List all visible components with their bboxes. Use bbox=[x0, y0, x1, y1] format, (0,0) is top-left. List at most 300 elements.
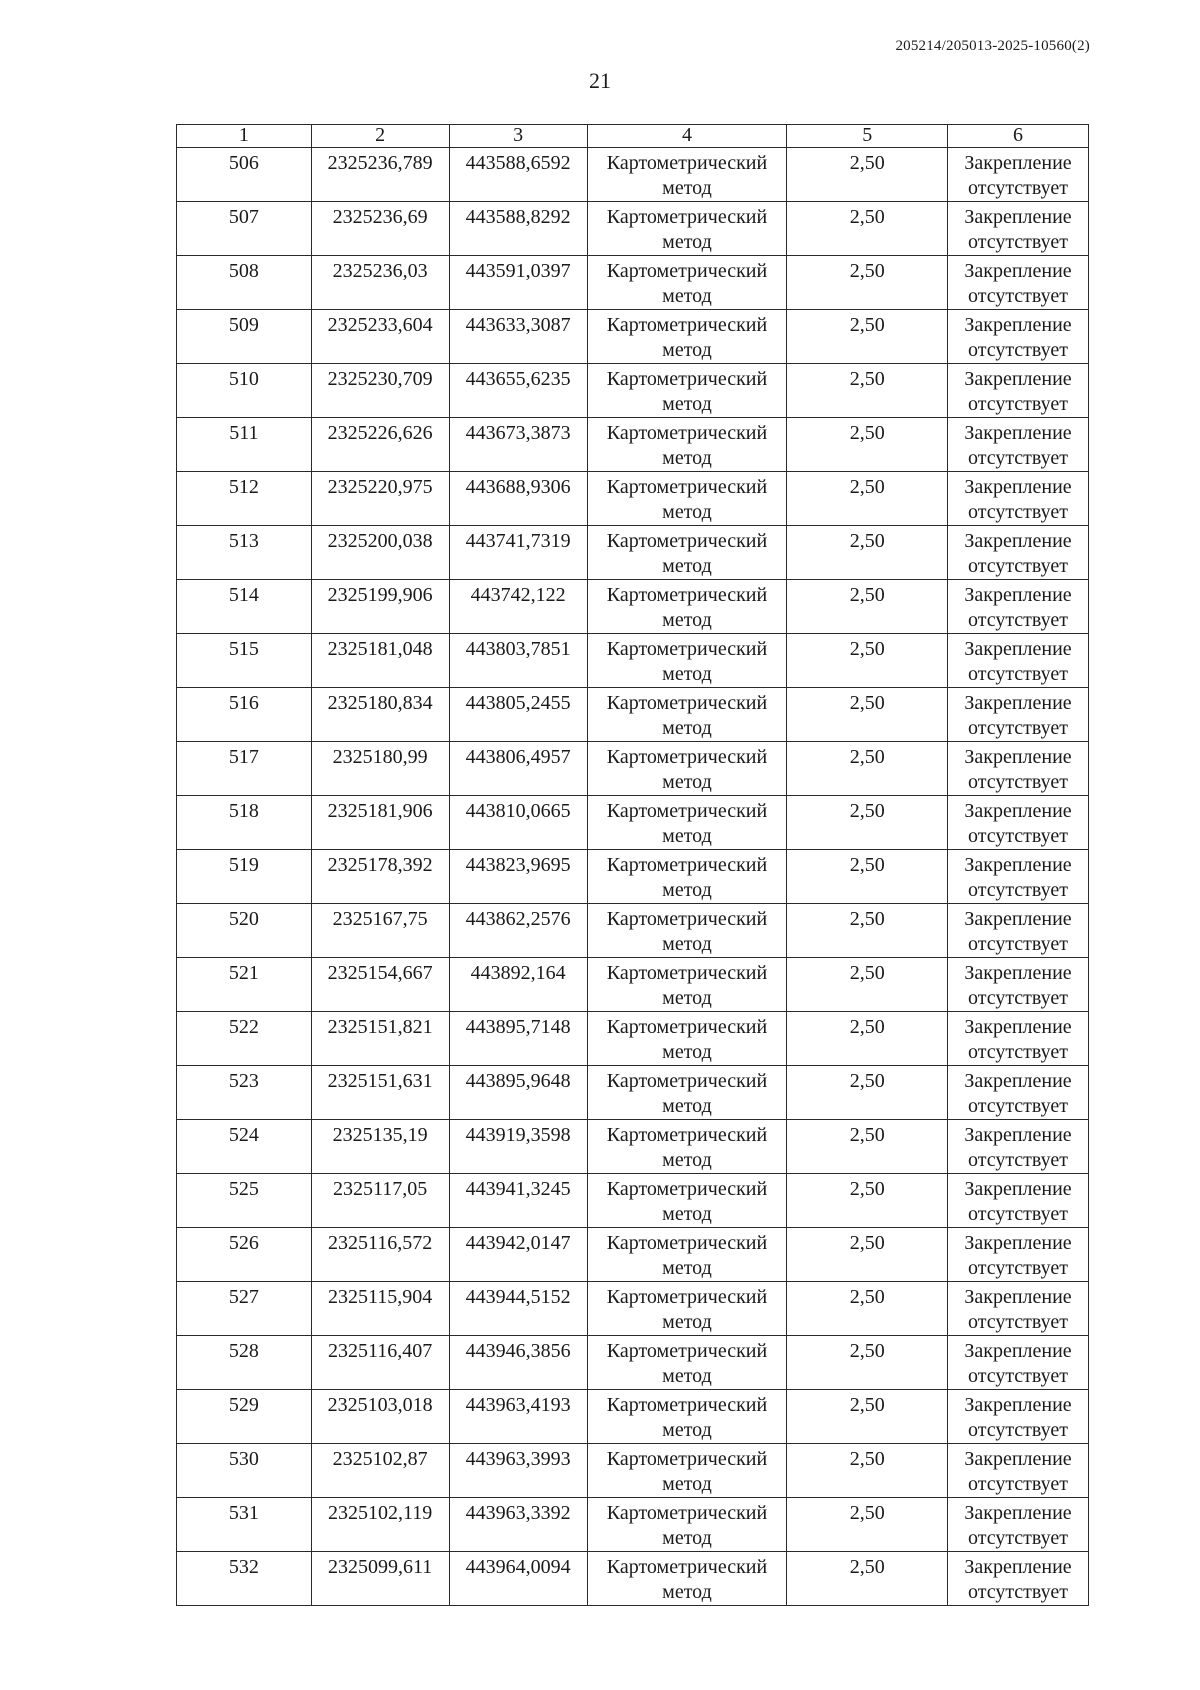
point-number-cell: 506 bbox=[177, 148, 312, 202]
x-coordinate-cell: 2325236,789 bbox=[311, 148, 449, 202]
method-cell bbox=[587, 1390, 787, 1444]
fixing-cell bbox=[948, 1552, 1089, 1606]
table-row bbox=[177, 310, 1089, 364]
method-line-2: метод bbox=[662, 555, 712, 577]
method-line-1: Картометрический bbox=[606, 530, 768, 552]
method-line-2: метод bbox=[662, 339, 712, 361]
table-row bbox=[177, 580, 1089, 634]
y-coordinate-cell: 443892,164 bbox=[449, 958, 587, 1012]
table-row bbox=[177, 1498, 1089, 1552]
fixing-line-1: Закрепление bbox=[964, 206, 1072, 228]
method-cell bbox=[587, 1120, 787, 1174]
method-cell bbox=[587, 1336, 787, 1390]
fixing-cell bbox=[948, 904, 1089, 958]
x-coordinate-cell: 2325178,392 bbox=[311, 850, 449, 904]
method-line-1: Картометрический bbox=[606, 476, 768, 498]
method-cell bbox=[587, 1282, 787, 1336]
accuracy-cell: 2,50 bbox=[787, 742, 948, 796]
fixing-cell bbox=[948, 580, 1089, 634]
point-number-cell: 522 bbox=[177, 1012, 312, 1066]
fixing-cell bbox=[948, 742, 1089, 796]
fixing-cell bbox=[948, 148, 1089, 202]
point-number-cell: 532 bbox=[177, 1552, 312, 1606]
accuracy-cell: 2,50 bbox=[787, 202, 948, 256]
point-number-cell: 525 bbox=[177, 1174, 312, 1228]
x-coordinate-cell: 2325236,03 bbox=[311, 256, 449, 310]
fixing-cell bbox=[948, 1066, 1089, 1120]
method-line-2: метод bbox=[662, 1095, 712, 1117]
fixing-line-2: отсутствует bbox=[967, 1149, 1069, 1171]
method-line-1: Картометрический bbox=[606, 314, 768, 336]
point-number-cell: 508 bbox=[177, 256, 312, 310]
fixing-line-1: Закрепление bbox=[964, 962, 1072, 984]
y-coordinate-cell: 443803,7851 bbox=[449, 634, 587, 688]
table-row bbox=[177, 850, 1089, 904]
accuracy-cell: 2,50 bbox=[787, 904, 948, 958]
method-line-2: метод bbox=[662, 177, 712, 199]
x-coordinate-cell: 2325233,604 bbox=[311, 310, 449, 364]
method-line-2: метод bbox=[662, 1527, 712, 1549]
fixing-line-1: Закрепление bbox=[964, 476, 1072, 498]
method-line-1: Картометрический bbox=[606, 206, 768, 228]
method-line-1: Картометрический bbox=[606, 260, 768, 282]
method-cell bbox=[587, 148, 787, 202]
fixing-line-1: Закрепление bbox=[964, 1556, 1072, 1578]
point-number-cell: 523 bbox=[177, 1066, 312, 1120]
x-coordinate-cell: 2325117,05 bbox=[311, 1174, 449, 1228]
fixing-cell bbox=[948, 1120, 1089, 1174]
x-coordinate-cell: 2325154,667 bbox=[311, 958, 449, 1012]
method-line-2: метод bbox=[662, 933, 712, 955]
fixing-line-2: отсутствует bbox=[967, 771, 1069, 793]
fixing-line-2: отсутствует bbox=[967, 339, 1069, 361]
method-line-1: Картометрический bbox=[606, 854, 768, 876]
fixing-line-1: Закрепление bbox=[964, 422, 1072, 444]
fixing-cell bbox=[948, 256, 1089, 310]
method-line-2: метод bbox=[662, 393, 712, 415]
y-coordinate-cell: 443895,9648 bbox=[449, 1066, 587, 1120]
accuracy-cell: 2,50 bbox=[787, 1174, 948, 1228]
fixing-cell bbox=[948, 1498, 1089, 1552]
y-coordinate-cell: 443588,8292 bbox=[449, 202, 587, 256]
fixing-line-2: отсутствует bbox=[967, 717, 1069, 739]
fixing-cell bbox=[948, 1390, 1089, 1444]
fixing-cell bbox=[948, 1174, 1089, 1228]
accuracy-cell: 2,50 bbox=[787, 958, 948, 1012]
method-cell bbox=[587, 742, 787, 796]
method-cell bbox=[587, 1552, 787, 1606]
method-cell bbox=[587, 202, 787, 256]
fixing-cell bbox=[948, 202, 1089, 256]
y-coordinate-cell: 443742,122 bbox=[449, 580, 587, 634]
accuracy-cell: 2,50 bbox=[787, 310, 948, 364]
method-line-1: Картометрический bbox=[606, 638, 768, 660]
y-coordinate-cell: 443963,3993 bbox=[449, 1444, 587, 1498]
table-row bbox=[177, 148, 1089, 202]
accuracy-cell: 2,50 bbox=[787, 1498, 948, 1552]
point-number-cell: 509 bbox=[177, 310, 312, 364]
fixing-line-2: отсутствует bbox=[967, 879, 1069, 901]
fixing-cell bbox=[948, 958, 1089, 1012]
fixing-line-1: Закрепление bbox=[964, 368, 1072, 390]
fixing-line-2: отсутствует bbox=[967, 393, 1069, 415]
column-header-2: 2 bbox=[311, 125, 449, 148]
table-row bbox=[177, 1552, 1089, 1606]
fixing-cell bbox=[948, 850, 1089, 904]
fixing-line-2: отсутствует bbox=[967, 447, 1069, 469]
x-coordinate-cell: 2325230,709 bbox=[311, 364, 449, 418]
y-coordinate-cell: 443633,3087 bbox=[449, 310, 587, 364]
x-coordinate-cell: 2325116,572 bbox=[311, 1228, 449, 1282]
fixing-line-1: Закрепление bbox=[964, 530, 1072, 552]
fixing-line-1: Закрепление bbox=[964, 1448, 1072, 1470]
point-number-cell: 529 bbox=[177, 1390, 312, 1444]
accuracy-cell: 2,50 bbox=[787, 1390, 948, 1444]
accuracy-cell: 2,50 bbox=[787, 850, 948, 904]
accuracy-cell: 2,50 bbox=[787, 634, 948, 688]
fixing-line-2: отсутствует bbox=[967, 663, 1069, 685]
method-line-2: метод bbox=[662, 1473, 712, 1495]
method-line-1: Картометрический bbox=[606, 368, 768, 390]
y-coordinate-cell: 443964,0094 bbox=[449, 1552, 587, 1606]
x-coordinate-cell: 2325180,99 bbox=[311, 742, 449, 796]
x-coordinate-cell: 2325151,631 bbox=[311, 1066, 449, 1120]
table-row bbox=[177, 364, 1089, 418]
accuracy-cell: 2,50 bbox=[787, 580, 948, 634]
x-coordinate-cell: 2325103,018 bbox=[311, 1390, 449, 1444]
fixing-line-2: отсутствует bbox=[967, 1203, 1069, 1225]
x-coordinate-cell: 2325135,19 bbox=[311, 1120, 449, 1174]
method-line-2: метод bbox=[662, 1149, 712, 1171]
method-cell bbox=[587, 850, 787, 904]
method-line-2: метод bbox=[662, 663, 712, 685]
fixing-line-2: отсутствует bbox=[967, 1095, 1069, 1117]
fixing-line-1: Закрепление bbox=[964, 1232, 1072, 1254]
accuracy-cell: 2,50 bbox=[787, 688, 948, 742]
fixing-line-1: Закрепление bbox=[964, 152, 1072, 174]
y-coordinate-cell: 443963,3392 bbox=[449, 1498, 587, 1552]
fixing-cell bbox=[948, 472, 1089, 526]
accuracy-cell: 2,50 bbox=[787, 1444, 948, 1498]
fixing-line-2: отсутствует bbox=[967, 1419, 1069, 1441]
method-line-1: Картометрический bbox=[606, 1448, 768, 1470]
point-number-cell: 510 bbox=[177, 364, 312, 418]
fixing-line-1: Закрепление bbox=[964, 638, 1072, 660]
fixing-line-1: Закрепление bbox=[964, 692, 1072, 714]
method-cell bbox=[587, 634, 787, 688]
accuracy-cell: 2,50 bbox=[787, 1066, 948, 1120]
method-cell bbox=[587, 958, 787, 1012]
y-coordinate-cell: 443919,3598 bbox=[449, 1120, 587, 1174]
table-row bbox=[177, 958, 1089, 1012]
page-number: 21 bbox=[589, 68, 611, 93]
y-coordinate-cell: 443963,4193 bbox=[449, 1390, 587, 1444]
fixing-cell bbox=[948, 310, 1089, 364]
y-coordinate-cell: 443946,3856 bbox=[449, 1336, 587, 1390]
fixing-cell bbox=[948, 1444, 1089, 1498]
fixing-line-2: отсутствует bbox=[967, 285, 1069, 307]
method-line-1: Картометрический bbox=[606, 1124, 768, 1146]
point-number-cell: 512 bbox=[177, 472, 312, 526]
fixing-line-1: Закрепление bbox=[964, 1340, 1072, 1362]
method-line-1: Картометрический bbox=[606, 1286, 768, 1308]
point-number-cell: 531 bbox=[177, 1498, 312, 1552]
table-row bbox=[177, 1336, 1089, 1390]
table-row bbox=[177, 472, 1089, 526]
fixing-line-2: отсутствует bbox=[967, 987, 1069, 1009]
x-coordinate-cell: 2325102,87 bbox=[311, 1444, 449, 1498]
method-line-1: Картометрический bbox=[606, 152, 768, 174]
point-number-cell: 520 bbox=[177, 904, 312, 958]
table-row bbox=[177, 1012, 1089, 1066]
x-coordinate-cell: 2325116,407 bbox=[311, 1336, 449, 1390]
table-row bbox=[177, 904, 1089, 958]
point-number-cell: 518 bbox=[177, 796, 312, 850]
fixing-cell bbox=[948, 364, 1089, 418]
table-row bbox=[177, 1174, 1089, 1228]
method-line-2: метод bbox=[662, 1311, 712, 1333]
y-coordinate-cell: 443942,0147 bbox=[449, 1228, 587, 1282]
document-id: 205214/205013-2025-10560(2) bbox=[895, 38, 1090, 54]
column-header-5: 5 bbox=[787, 125, 948, 148]
point-number-cell: 519 bbox=[177, 850, 312, 904]
fixing-line-1: Закрепление bbox=[964, 800, 1072, 822]
method-line-1: Картометрический bbox=[606, 1070, 768, 1092]
fixing-line-1: Закрепление bbox=[964, 1016, 1072, 1038]
method-line-1: Картометрический bbox=[606, 908, 768, 930]
method-line-1: Картометрический bbox=[606, 1394, 768, 1416]
fixing-line-1: Закрепление bbox=[964, 1124, 1072, 1146]
fixing-line-1: Закрепление bbox=[964, 908, 1072, 930]
method-cell bbox=[587, 904, 787, 958]
point-number-cell: 521 bbox=[177, 958, 312, 1012]
y-coordinate-cell: 443806,4957 bbox=[449, 742, 587, 796]
method-line-2: метод bbox=[662, 879, 712, 901]
method-cell bbox=[587, 1498, 787, 1552]
fixing-cell bbox=[948, 634, 1089, 688]
y-coordinate-cell: 443895,7148 bbox=[449, 1012, 587, 1066]
method-line-2: метод bbox=[662, 987, 712, 1009]
table-row bbox=[177, 1282, 1089, 1336]
point-number-cell: 507 bbox=[177, 202, 312, 256]
method-cell bbox=[587, 418, 787, 472]
y-coordinate-cell: 443673,3873 bbox=[449, 418, 587, 472]
method-line-2: метод bbox=[662, 231, 712, 253]
method-cell bbox=[587, 1444, 787, 1498]
accuracy-cell: 2,50 bbox=[787, 1120, 948, 1174]
x-coordinate-cell: 2325181,906 bbox=[311, 796, 449, 850]
method-cell bbox=[587, 1066, 787, 1120]
accuracy-cell: 2,50 bbox=[787, 1282, 948, 1336]
method-line-1: Картометрический bbox=[606, 1502, 768, 1524]
fixing-line-1: Закрепление bbox=[964, 1070, 1072, 1092]
method-line-2: метод bbox=[662, 1419, 712, 1441]
accuracy-cell: 2,50 bbox=[787, 796, 948, 850]
method-line-2: метод bbox=[662, 1203, 712, 1225]
fixing-line-1: Закрепление bbox=[964, 1286, 1072, 1308]
method-line-1: Картометрический bbox=[606, 1178, 768, 1200]
fixing-line-1: Закрепление bbox=[964, 854, 1072, 876]
column-header-1: 1 bbox=[177, 125, 312, 148]
fixing-line-1: Закрепление bbox=[964, 314, 1072, 336]
point-number-cell: 511 bbox=[177, 418, 312, 472]
x-coordinate-cell: 2325199,906 bbox=[311, 580, 449, 634]
method-line-1: Картометрический bbox=[606, 1340, 768, 1362]
x-coordinate-cell: 2325102,119 bbox=[311, 1498, 449, 1552]
column-header-6: 6 bbox=[948, 125, 1089, 148]
method-cell bbox=[587, 364, 787, 418]
method-line-1: Картометрический bbox=[606, 800, 768, 822]
fixing-cell bbox=[948, 1012, 1089, 1066]
fixing-line-2: отсутствует bbox=[967, 177, 1069, 199]
method-line-2: метод bbox=[662, 717, 712, 739]
y-coordinate-cell: 443810,0665 bbox=[449, 796, 587, 850]
x-coordinate-cell: 2325115,904 bbox=[311, 1282, 449, 1336]
x-coordinate-cell: 2325167,75 bbox=[311, 904, 449, 958]
method-cell bbox=[587, 580, 787, 634]
fixing-line-2: отсутствует bbox=[967, 1257, 1069, 1279]
x-coordinate-cell: 2325151,821 bbox=[311, 1012, 449, 1066]
coordinates-table bbox=[176, 124, 1089, 1606]
x-coordinate-cell: 2325236,69 bbox=[311, 202, 449, 256]
method-line-1: Картометрический bbox=[606, 1556, 768, 1578]
method-line-2: метод bbox=[662, 609, 712, 631]
method-cell bbox=[587, 1174, 787, 1228]
x-coordinate-cell: 2325099,611 bbox=[311, 1552, 449, 1606]
table-row bbox=[177, 1066, 1089, 1120]
fixing-line-2: отсутствует bbox=[967, 501, 1069, 523]
accuracy-cell: 2,50 bbox=[787, 148, 948, 202]
fixing-line-2: отсутствует bbox=[967, 555, 1069, 577]
accuracy-cell: 2,50 bbox=[787, 1012, 948, 1066]
fixing-line-2: отсутствует bbox=[967, 1311, 1069, 1333]
fixing-line-1: Закрепление bbox=[964, 746, 1072, 768]
fixing-cell bbox=[948, 1336, 1089, 1390]
accuracy-cell: 2,50 bbox=[787, 364, 948, 418]
method-cell bbox=[587, 796, 787, 850]
fixing-line-2: отсутствует bbox=[967, 825, 1069, 847]
column-header-3: 3 bbox=[449, 125, 587, 148]
method-line-1: Картометрический bbox=[606, 1016, 768, 1038]
fixing-cell bbox=[948, 1228, 1089, 1282]
point-number-cell: 515 bbox=[177, 634, 312, 688]
method-cell bbox=[587, 1228, 787, 1282]
y-coordinate-cell: 443941,3245 bbox=[449, 1174, 587, 1228]
method-line-2: метод bbox=[662, 285, 712, 307]
fixing-line-1: Закрепление bbox=[964, 260, 1072, 282]
fixing-cell bbox=[948, 796, 1089, 850]
method-line-1: Картометрический bbox=[606, 422, 768, 444]
fixing-line-2: отсутствует bbox=[967, 231, 1069, 253]
point-number-cell: 527 bbox=[177, 1282, 312, 1336]
table-row bbox=[177, 1444, 1089, 1498]
accuracy-cell: 2,50 bbox=[787, 1552, 948, 1606]
x-coordinate-cell: 2325220,975 bbox=[311, 472, 449, 526]
accuracy-cell: 2,50 bbox=[787, 1228, 948, 1282]
accuracy-cell: 2,50 bbox=[787, 256, 948, 310]
method-cell bbox=[587, 256, 787, 310]
x-coordinate-cell: 2325180,834 bbox=[311, 688, 449, 742]
method-cell bbox=[587, 310, 787, 364]
table-row bbox=[177, 634, 1089, 688]
fixing-cell bbox=[948, 526, 1089, 580]
table-row bbox=[177, 418, 1089, 472]
fixing-line-2: отсутствует bbox=[967, 1041, 1069, 1063]
header-row bbox=[177, 125, 1089, 148]
fixing-line-2: отсутствует bbox=[967, 1527, 1069, 1549]
fixing-line-2: отсутствует bbox=[967, 933, 1069, 955]
method-line-2: метод bbox=[662, 1257, 712, 1279]
y-coordinate-cell: 443741,7319 bbox=[449, 526, 587, 580]
table-row bbox=[177, 1120, 1089, 1174]
y-coordinate-cell: 443944,5152 bbox=[449, 1282, 587, 1336]
method-line-2: метод bbox=[662, 771, 712, 793]
method-line-1: Картометрический bbox=[606, 692, 768, 714]
y-coordinate-cell: 443862,2576 bbox=[449, 904, 587, 958]
y-coordinate-cell: 443591,0397 bbox=[449, 256, 587, 310]
method-cell bbox=[587, 472, 787, 526]
x-coordinate-cell: 2325200,038 bbox=[311, 526, 449, 580]
y-coordinate-cell: 443588,6592 bbox=[449, 148, 587, 202]
method-line-2: метод bbox=[662, 501, 712, 523]
fixing-line-2: отсутствует bbox=[967, 1473, 1069, 1495]
table-row bbox=[177, 202, 1089, 256]
fixing-line-2: отсутствует bbox=[967, 609, 1069, 631]
method-cell bbox=[587, 688, 787, 742]
fixing-cell bbox=[948, 418, 1089, 472]
x-coordinate-cell: 2325181,048 bbox=[311, 634, 449, 688]
point-number-cell: 526 bbox=[177, 1228, 312, 1282]
fixing-cell bbox=[948, 1282, 1089, 1336]
table-row bbox=[177, 526, 1089, 580]
method-line-2: метод bbox=[662, 1365, 712, 1387]
fixing-line-2: отсутствует bbox=[967, 1365, 1069, 1387]
fixing-line-1: Закрепление bbox=[964, 584, 1072, 606]
method-line-2: метод bbox=[662, 1041, 712, 1063]
method-line-1: Картометрический bbox=[606, 962, 768, 984]
point-number-cell: 530 bbox=[177, 1444, 312, 1498]
table-row bbox=[177, 742, 1089, 796]
table-row bbox=[177, 256, 1089, 310]
method-line-2: метод bbox=[662, 825, 712, 847]
table-row bbox=[177, 688, 1089, 742]
table-row bbox=[177, 1390, 1089, 1444]
point-number-cell: 528 bbox=[177, 1336, 312, 1390]
point-number-cell: 513 bbox=[177, 526, 312, 580]
method-line-1: Картометрический bbox=[606, 746, 768, 768]
method-cell bbox=[587, 526, 787, 580]
y-coordinate-cell: 443805,2455 bbox=[449, 688, 587, 742]
y-coordinate-cell: 443655,6235 bbox=[449, 364, 587, 418]
method-line-2: метод bbox=[662, 447, 712, 469]
table-row bbox=[177, 1228, 1089, 1282]
column-header-4: 4 bbox=[587, 125, 787, 148]
fixing-line-1: Закрепление bbox=[964, 1394, 1072, 1416]
table-row bbox=[177, 796, 1089, 850]
accuracy-cell: 2,50 bbox=[787, 472, 948, 526]
accuracy-cell: 2,50 bbox=[787, 526, 948, 580]
accuracy-cell: 2,50 bbox=[787, 1336, 948, 1390]
y-coordinate-cell: 443688,9306 bbox=[449, 472, 587, 526]
method-line-1: Картометрический bbox=[606, 584, 768, 606]
fixing-line-1: Закрепление bbox=[964, 1502, 1072, 1524]
fixing-line-2: отсутствует bbox=[967, 1581, 1069, 1603]
fixing-cell bbox=[948, 688, 1089, 742]
point-number-cell: 517 bbox=[177, 742, 312, 796]
table-header bbox=[177, 125, 1089, 148]
point-number-cell: 514 bbox=[177, 580, 312, 634]
accuracy-cell: 2,50 bbox=[787, 418, 948, 472]
